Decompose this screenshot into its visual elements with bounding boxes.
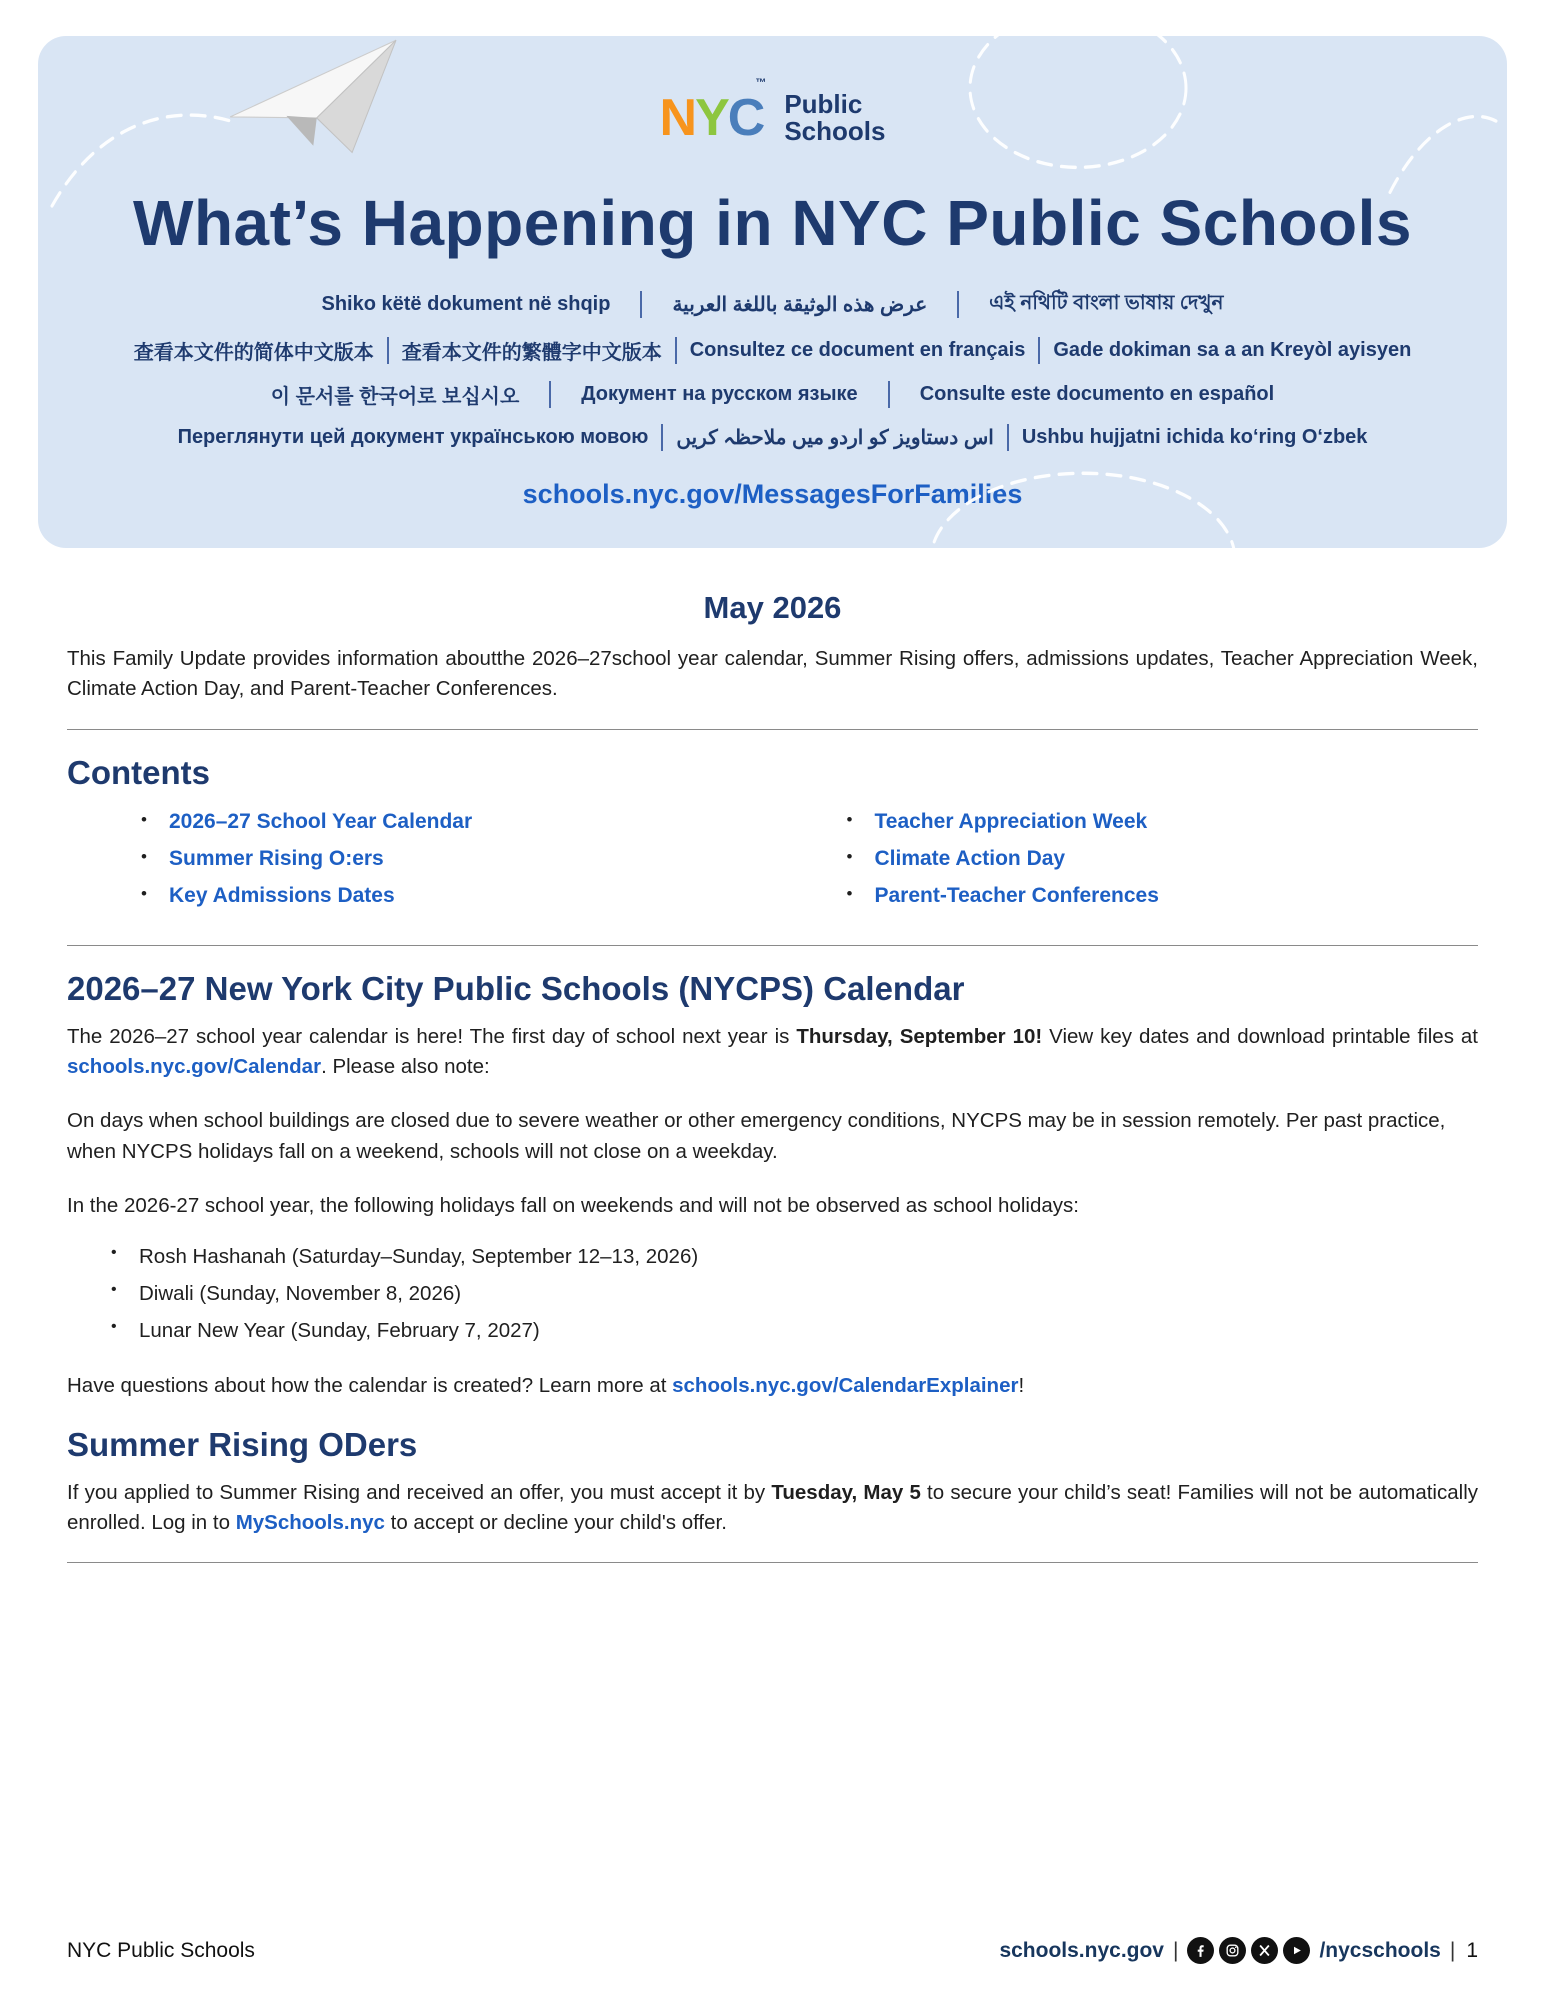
text-run-bold: Thursday, September 10! [796, 1024, 1043, 1048]
page-number: 1 [1466, 1938, 1478, 1962]
toc-item-teacher-appreciation[interactable]: • Teacher Appreciation Week [845, 810, 1479, 834]
calendar-paragraph-1 [67, 1022, 1478, 1083]
calendar-paragraph-3: In the 2026-27 school year, the following holidays fall on weekends and will not be observed as school holidays: [67, 1193, 1079, 1217]
divider [957, 291, 959, 318]
toc-item-climate-action[interactable]: • Climate Action Day [845, 847, 1479, 871]
footer-site-url: schools.nyc.gov [999, 1938, 1164, 1962]
text-run: . Please also note: [321, 1054, 490, 1078]
calendar-paragraph-4 [67, 1371, 1478, 1401]
language-link-urdu[interactable]: اس دستاویز کو اردو میں ملاحظہ کریں [676, 427, 994, 449]
language-link-arabic[interactable]: عرض هذه الوثيقة باللغة العربية [672, 294, 928, 316]
footer-separator: | [1172, 1938, 1179, 1962]
divider [549, 381, 551, 408]
toc-item-calendar[interactable]: • 2026–27 School Year Calendar [139, 810, 773, 834]
holiday-list [67, 1245, 1478, 1343]
nyc-public-schools-logo [659, 77, 886, 147]
toc-item-summer-rising[interactable]: • Summer Rising O:ers [139, 847, 773, 871]
text-run: The 2026–27 school year calendar is here! The first day of school next year is [67, 1024, 797, 1048]
language-link-russian[interactable]: Документ на русском языке [581, 383, 858, 405]
divider [640, 291, 642, 318]
trademark-symbol: ™ [755, 77, 765, 89]
youtube-icon[interactable] [1283, 1937, 1310, 1964]
text-run: Have questions about how the calendar is created? Learn more at [67, 1374, 673, 1398]
logo-word-public: Public [784, 89, 863, 120]
page-footer [67, 1937, 1478, 1964]
divider [1038, 337, 1040, 364]
table-of-contents [67, 806, 1478, 921]
language-row-2 [58, 336, 1487, 365]
footer-org-name: NYC Public Schools [67, 1938, 255, 1962]
language-row-3 [58, 380, 1487, 409]
logo-word-schools: Schools [784, 116, 886, 146]
divider [888, 381, 890, 408]
language-row-1 [58, 288, 1487, 321]
contents-heading: Contents [67, 753, 210, 791]
month-heading: May 2026 [703, 590, 842, 625]
language-link-albanian[interactable]: Shiko këtë dokument në shqip [321, 293, 611, 315]
footer-social-handle: /nycschools [1319, 1938, 1441, 1962]
language-link-uzbek[interactable]: Ushbu hujjatni ichida ko‘ring O‘zbek [1021, 426, 1368, 448]
summer-rising-heading: Summer Rising ODers [67, 1425, 418, 1463]
calendar-paragraph-2: On days when school buildings are closed due to severe weather or other emergency conditions, NYCPS may be in session remotely. Per past practice, when NYCPS holidays fall on a weekend, schools will not close on a weekday. [67, 1109, 1446, 1163]
holiday-item: • Rosh Hashanah (Saturday–Sunday, September 12–13, 2026) [109, 1245, 1478, 1269]
social-icons [1187, 1937, 1310, 1964]
calendar-link[interactable]: schools.nyc.gov/Calendar [67, 1054, 322, 1078]
divider [67, 729, 1478, 730]
language-link-haitian-creole[interactable]: Gade dokiman sa a an Kreyòl ayisyen [1053, 339, 1412, 361]
main-content [0, 590, 1545, 1563]
language-row-4 [58, 424, 1487, 451]
summer-rising-paragraph [67, 1478, 1478, 1539]
instagram-icon[interactable] [1219, 1937, 1246, 1964]
language-link-bengali[interactable]: এই নথিটি বাংলা ভাষায় দেখুন [989, 292, 1224, 314]
nyc-logo-letters: NYC™ [659, 77, 765, 147]
language-link-spanish[interactable]: Consulte este documento en español [919, 383, 1275, 405]
divider [387, 337, 389, 364]
calendar-section-heading: 2026–27 New York City Public Schools (NYCPS) Calendar [67, 969, 965, 1007]
language-link-chinese-traditional[interactable]: 查看本文件的繁體字中文版本 [401, 342, 662, 364]
text-run: to secure your child’s seat! Families will not be automatically enrolled. Log in to [67, 1480, 1478, 1534]
language-link-chinese-simplified[interactable]: 查看本文件的简体中文版本 [133, 342, 374, 364]
holiday-item: • Lunar New Year (Sunday, February 7, 2027) [109, 1319, 1478, 1343]
intro-paragraph: This Family Update provides information aboutthe 2026–27school year calendar, Summer Rising offers, admissions updates, Teacher Appreciation Week, Climate Action Day, and Parent-Teacher Conferences. [67, 647, 1478, 701]
divider [661, 424, 663, 451]
divider [675, 337, 677, 364]
facebook-icon[interactable] [1187, 1937, 1214, 1964]
toc-item-parent-teacher[interactable]: • Parent-Teacher Conferences [845, 884, 1479, 908]
text-run: to accept or decline your child's offer. [384, 1510, 727, 1534]
logo-wordmark [784, 91, 885, 144]
divider [67, 945, 1478, 946]
text-run: ! [1018, 1374, 1025, 1398]
logo-row [58, 66, 1487, 170]
language-link-korean[interactable]: 이 문서를 한국어로 보십시오 [270, 386, 520, 408]
language-link-french[interactable]: Consultez ce document en français [689, 339, 1026, 361]
messages-for-families-link[interactable]: schools.nyc.gov/MessagesForFamilies [522, 479, 1023, 509]
header-banner [38, 36, 1507, 548]
toc-item-admissions[interactable]: • Key Admissions Dates [139, 884, 773, 908]
footer-separator: | [1449, 1938, 1456, 1962]
myschools-link[interactable]: MySchools.nyc [235, 1510, 385, 1534]
divider [67, 1562, 1478, 1563]
footer-links [999, 1937, 1478, 1964]
text-run: If you applied to Summer Rising and received an offer, you must accept it by [67, 1480, 772, 1504]
x-icon[interactable] [1251, 1937, 1278, 1964]
language-link-ukrainian[interactable]: Переглянути цей документ українською мовою [177, 426, 649, 448]
text-run-bold: Tuesday, May 5 [771, 1480, 921, 1504]
toc-right-column [773, 810, 1479, 921]
page-title: What’s Happening in NYC Public Schools [133, 187, 1412, 259]
divider [1007, 424, 1009, 451]
toc-left-column [67, 810, 773, 921]
holiday-item: • Diwali (Sunday, November 8, 2026) [109, 1282, 1478, 1306]
calendar-explainer-link[interactable]: schools.nyc.gov/CalendarExplainer [672, 1374, 1019, 1398]
text-run: View key dates and download printable files at [1042, 1024, 1478, 1048]
